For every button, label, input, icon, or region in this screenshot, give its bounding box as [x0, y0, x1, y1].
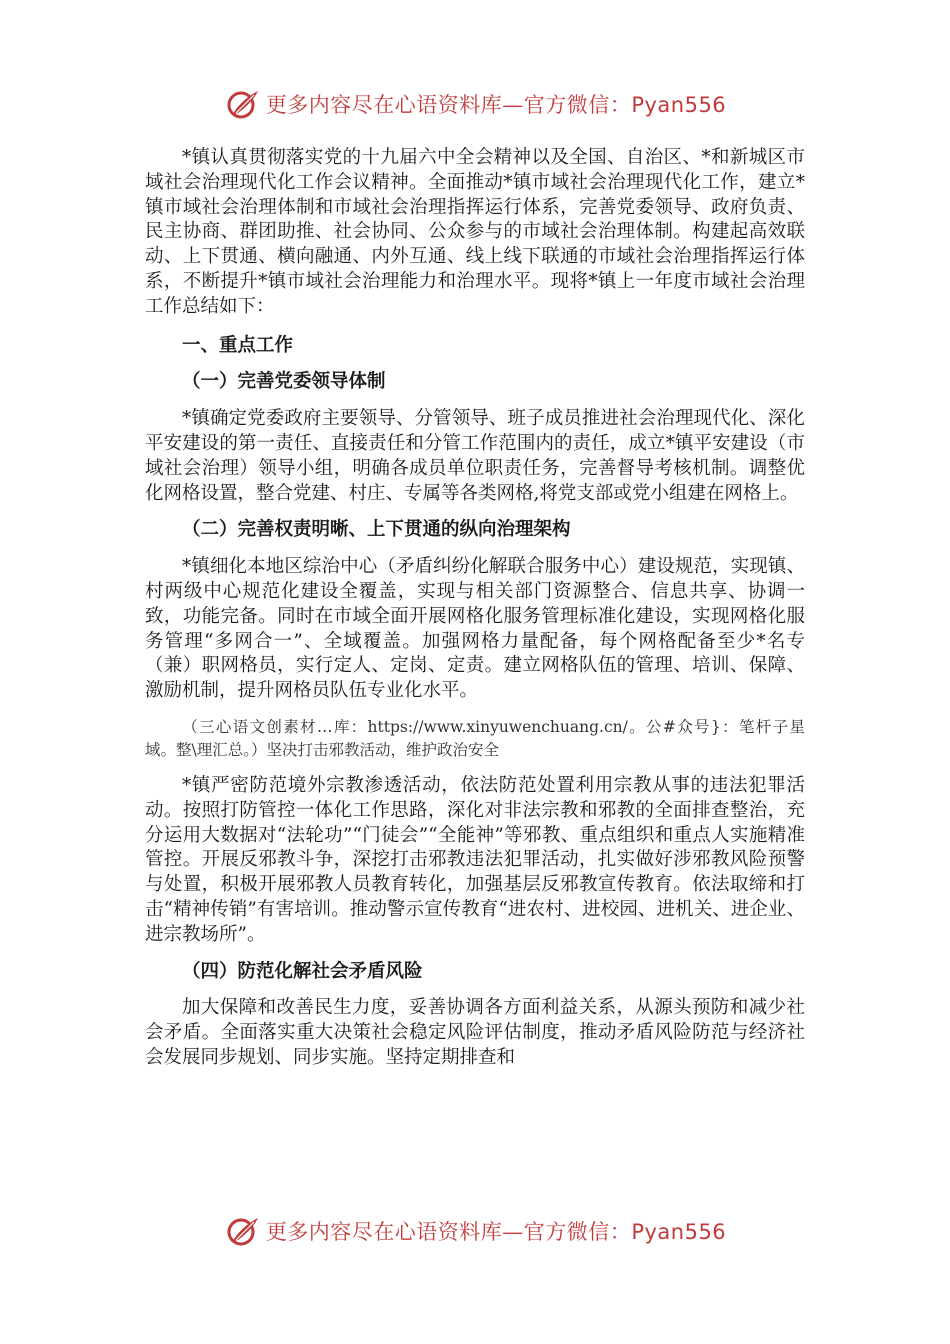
- feather-pen-logo-icon: [224, 87, 262, 121]
- document-body: [145, 146, 805, 1071]
- banner-text: [266, 89, 726, 119]
- banner-label: 更多内容尽在心语资料库—官方微信：: [265, 93, 632, 117]
- paragraph-vertical-governance: *镇细化本地区综治中心（矛盾纠纷化解联合服务中心）建设规范，实现镇、村两级中心规范化建设全覆盖，实现与相关部门资源整合、信息共享、协调一致，功能完备。同时在市域全面开展网格化服务管理标准化建设，实现网格化服务管理“多网合一”、全域覆盖。加强网格力量配备，每个网格配备至少*名专（兼）职网格员，实行定人、定岗、定责。建立网格队伍的管理、培训、保障、激励机制，提升网格员队伍专业化水平。: [145, 556, 805, 702]
- paragraph-risk-prevention: 加大保障和改善民生力度，妥善协调各方面利益关系，从源头预防和减少社会矛盾。全面落实重大决策社会稳定风险评估制度，推动矛盾风险防范与经济社会发展同步规划、同步实施。坚持定期排查和: [145, 997, 805, 1068]
- banner-label: 更多内容尽在心语资料库—官方微信：: [265, 1220, 632, 1244]
- header-banner: [0, 84, 950, 124]
- source-note: （三心语文创素材…库：https://www.xinyuwenchuang.cn/。公#众号}：笔杆子星域。整\理汇总。）坚决打击邪教活动，维护政治安全: [145, 717, 805, 759]
- footer-banner: [0, 1211, 950, 1251]
- banner-text: [266, 1216, 726, 1246]
- subheading-vertical-governance: （二）完善权责明晰、上下贯通的纵向治理架构: [182, 519, 571, 541]
- paragraph-anti-cult: *镇严密防范境外宗教渗透活动，依法防范处置利用宗教从事的违法犯罪活动。按照打防管控一体化工作思路，深化对非法宗教和邪教的全面排查整治，充分运用大数据对“法轮功”“门徒会”“全能神”等邪教、重点组织和重点人实施精准管控。开展反邪教斗争，深挖打击邪教违法犯罪活动，扎实做好涉邪教风险预警与处置，积极开展邪教人员教育转化，加强基层反邪教宣传教育。依法取缔和打击“精神传销”有害培训。推动警示宣传教育“进农村、进校园、进机关、进企业、进宗教场所”。: [145, 774, 805, 945]
- feather-pen-logo-icon: [224, 1214, 262, 1248]
- banner-wechat-id: Pyan556: [631, 1220, 727, 1244]
- paragraph-party-leadership: *镇确定党委政府主要领导、分管领导、班子成员推进社会治理现代化、深化平安建设的第一责任、直接责任和分管工作范围内的责任，成立*镇平安建设（市域社会治理）领导小组，明确各成员单位职责任务，完善督导考核机制。调整优化网格设置，整合党建、村庄、专属等各类网格,将党支部或党小组建在网格上。: [145, 408, 805, 504]
- section-heading-key-work: 一、重点工作: [182, 334, 294, 356]
- banner-wechat-id: Pyan556: [631, 93, 727, 117]
- subheading-party-leadership: （一）完善党委领导体制: [182, 371, 386, 393]
- intro-paragraph: *镇认真贯彻落实党的十九届六中全会精神以及全国、自治区、*和新城区市域社会治理现代化工作会议精神。全面推动*镇市域社会治理现代化工作，建立*镇市域社会治理体制和市域社会治理指挥运行体系，完善党委领导、政府负责、民主协商、群团助推、社会协同、公众参与的市域社会治理体制。构建起高效联动、上下贯通、横向融通、内外互通、线上线下联通的市域社会治理指挥运行体系，不断提升*镇市域社会治理能力和治理水平。现将*镇上一年度市域社会治理工作总结如下：: [145, 147, 805, 317]
- subheading-risk-prevention: （四）防范化解社会矛盾风险: [182, 960, 423, 982]
